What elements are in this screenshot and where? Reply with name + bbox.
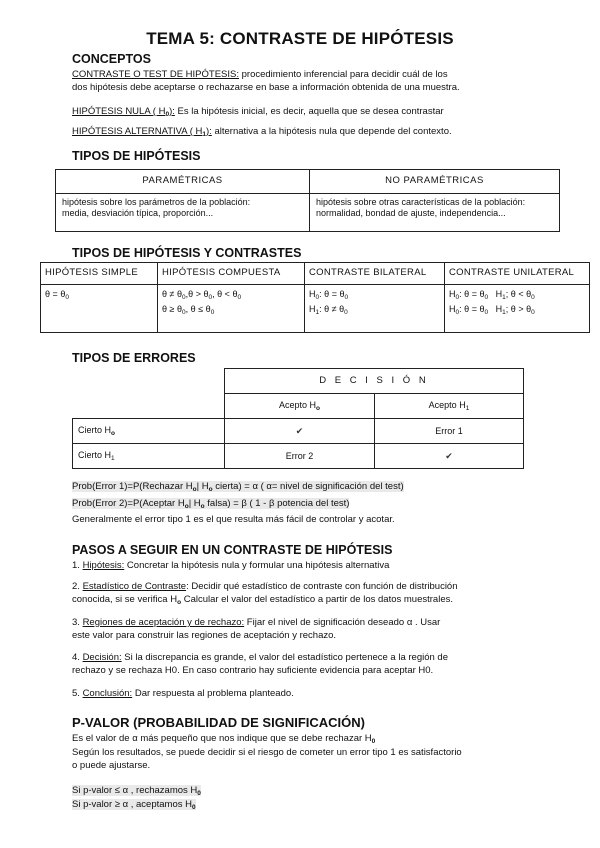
nula-term: HIPÓTESIS NULA ( $H_0$): xyxy=(72,106,175,118)
tipos-contrastes-heading: TIPOS DE HIPÓTESIS Y CONTRASTES xyxy=(72,246,302,260)
error1-cell: Error 1 xyxy=(375,419,524,444)
error2-cell: Error 2 xyxy=(225,444,375,469)
parametricas-cell: hipótesis sobre los parámetros de la población: media, desviación típica, proporción... xyxy=(56,193,310,231)
no-parametricas-header: NO PARAMÉTRICAS xyxy=(310,170,560,194)
tipos-contrastes-table xyxy=(40,262,590,333)
acepto-h0-header: Acepto $H_o$ xyxy=(225,394,375,419)
conceptos-heading: CONCEPTOS xyxy=(72,52,151,66)
paso-2: 2. Estadístico de Contraste: Decidir qué estadístico de contraste con función de distribución conocida, si se verifica $H_o$ Calcular el valor del estadístico a partir de los datos muestrales. xyxy=(72,581,458,606)
check-icon: ✔ xyxy=(375,444,524,469)
paso-3: 3. Regiones de aceptación y de rechazo: Fijar el nivel de significación deseado α . Usar este valor para construir las regiones de aceptación y rechazo. xyxy=(72,617,441,641)
errores-table xyxy=(72,368,524,469)
contraste-term: CONTRASTE O TEST DE HIPÓTESIS: xyxy=(72,69,239,80)
nula-definition: HIPÓTESIS NULA ( $H_0$): Es la hipótesis inicial, es decir, aquella que se desea contrastar xyxy=(72,106,444,118)
contraste-unilateral-header: CONTRASTE UNILATERAL xyxy=(445,263,590,285)
pvalor-description: Es el valor de α más pequeño que nos indique que se debe rechazar $H_0$ Según los resultados, se puede decidir si el riesgo de cometer un error tipo 1 es satisfactorio o puede ajustarse. xyxy=(72,733,462,771)
alternativa-term: HIPÓTESIS ALTERNATIVA ( $H_1$): xyxy=(72,126,212,138)
prob-error2: Prob(Error 2)=P(Aceptar $H_o|$ $H_o$ falsa) = β ( 1 - β potencia del test) xyxy=(72,498,350,510)
paso-1: 1. Hipótesis: Concretar la hipótesis nula y formular una hipótesis alternativa xyxy=(72,560,390,571)
errores-note: Generalmente el error tipo 1 es el que resulta más fácil de controlar y acotar. xyxy=(72,514,395,525)
tipos-hipotesis-heading: TIPOS DE HIPÓTESIS xyxy=(72,149,201,163)
paso-4: 4. Decisión: Si la discrepancia es grande, el valor del estadístico pertenece a la región de rechazo y se rechaza H0. En caso contrario hay suficiente evidencia para aceptar H0. xyxy=(72,652,449,676)
decision-header: D E C I S I Ó N xyxy=(225,369,524,394)
check-icon: ✔ xyxy=(225,419,375,444)
contraste-unilateral-cell: $H_0$: $\theta = \theta_0$ $H_1$; $\theta < \theta_0$ $H_0$: $\theta = \theta_0$ $H_1$; $\theta > \theta_0$ xyxy=(445,284,590,332)
contraste-bilateral-cell: $H_0$: $\theta = \theta_0$ $H_1$: $\theta \ne \theta_0$ xyxy=(305,284,445,332)
hipotesis-compuesta-cell: $\theta \ne \theta_0,\theta > \theta_0$, $\theta < \theta_0$ $\theta \ge \theta_0$, $\theta \le \theta_0$ xyxy=(158,284,305,332)
hipotesis-compuesta-header: HIPÓTESIS COMPUESTA xyxy=(158,263,305,285)
hipotesis-simple-header: HIPÓTESIS SIMPLE xyxy=(41,263,158,285)
contraste-definition: CONTRASTE O TEST DE HIPÓTESIS: procedimiento inferencial para decidir cuál de los dos hipótesis debe aceptarse o rechazarse en base a información obtenida de una muestra. xyxy=(72,69,460,93)
paso-5: 5. Conclusión: Dar respuesta al problema planteado. xyxy=(72,688,294,699)
no-parametricas-cell: hipótesis sobre otras características de la población: normalidad, bondad de ajuste, independencia... xyxy=(310,193,560,231)
pvalor-rule-reject: Si p-valor ≤ α , rechazamos $H_0$ xyxy=(72,785,201,797)
pasos-heading: PASOS A SEGUIR EN UN CONTRASTE DE HIPÓTESIS xyxy=(72,543,393,557)
parametricas-header: PARAMÉTRICAS xyxy=(56,170,310,194)
cierto-h1-label: Cierto $H_1$ xyxy=(73,444,225,469)
tipos-errores-heading: TIPOS DE ERRORES xyxy=(72,351,196,365)
pvalor-rule-accept: Si p-valor ≥ α , aceptamos $H_0$ xyxy=(72,799,196,811)
alternativa-definition: HIPÓTESIS ALTERNATIVA ( $H_1$): alternativa a la hipótesis nula que depende del contexto. xyxy=(72,126,452,138)
acepto-h1-header: Acepto $H_1$ xyxy=(375,394,524,419)
pvalor-heading: P-VALOR (PROBABILIDAD DE SIGNIFICACIÓN) xyxy=(72,715,365,730)
cierto-h0-label: Cierto $H_o$ xyxy=(73,419,225,444)
contraste-bilateral-header: CONTRASTE BILATERAL xyxy=(305,263,445,285)
hipotesis-simple-cell: $\theta = \theta_0$ xyxy=(41,284,158,332)
tipos-hipotesis-table xyxy=(55,169,560,232)
page-title: TEMA 5: CONTRASTE DE HIPÓTESIS xyxy=(146,29,454,48)
prob-error1: Prob(Error 1)=P(Rechazar $H_o|$ $H_o$ cierta) = α ( α= nivel de significación del test) xyxy=(72,481,404,493)
